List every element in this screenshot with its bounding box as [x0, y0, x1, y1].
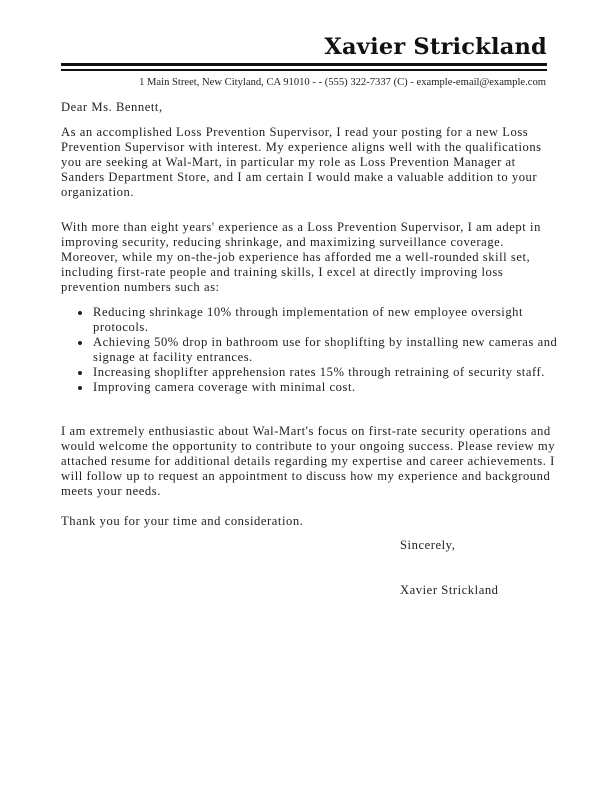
list-item-text: Achieving 50% drop in bathroom use for shoplifting by installing new cameras and signage at facility entrances.	[93, 335, 558, 364]
salutation: Dear Ms. Bennett,	[61, 100, 163, 114]
list-item	[61, 380, 561, 395]
header-rule-thick	[61, 63, 547, 66]
bullet-icon	[78, 371, 82, 375]
paragraph-experience: With more than eight years' experience as a Loss Prevention Supervisor, I am adept in improving security, reducing shrinkage, and maximizing surveillance coverage. Moreover, while my on-the-job experience has afforded me a well-rounded skill set, including first-rate people and training skills, I excel at directly improving loss prevention numbers such as:	[61, 220, 541, 294]
contact-info: 1 Main Street, New Cityland, CA 91010 - - (555) 322-7337 (C) - example-email@example.com	[139, 77, 546, 88]
list-item	[61, 335, 561, 365]
achievements-list	[61, 305, 561, 395]
list-item-text: Reducing shrinkage 10% through implementation of new employee oversight protocols.	[93, 305, 524, 334]
applicant-name-heading: Xavier Strickland	[324, 34, 547, 60]
closing: Sincerely,	[400, 538, 456, 552]
list-item-text: Improving camera coverage with minimal cost.	[93, 380, 356, 394]
paragraph-intro: As an accomplished Loss Prevention Supervisor, I read your posting for a new Loss Prevention Supervisor with interest. My experience aligns well with the qualifications you are seeking at Wal-Mart, in particular my role as Loss Prevention Manager at Sanders Department Store, and I am certain I would make a valuable addition to your organization.	[61, 125, 542, 199]
list-item	[61, 305, 561, 335]
bullet-icon	[78, 311, 82, 315]
paragraph-thanks: Thank you for your time and consideration.	[61, 514, 304, 528]
bullet-icon	[78, 341, 82, 345]
signature: Xavier Strickland	[400, 583, 499, 597]
header-rule-thin	[61, 69, 547, 71]
list-item	[61, 365, 561, 380]
bullet-icon	[78, 386, 82, 390]
list-item-text: Increasing shoplifter apprehension rates 15% through retraining of security staff.	[93, 365, 545, 379]
paragraph-enthusiasm: I am extremely enthusiastic about Wal-Mart's focus on first-rate security operations and would welcome the opportunity to contribute to your ongoing success. Please review my attached resume for additional details regarding my expertise and career achievements. I will follow up to request an appointment to discuss how my experience and background meets your needs.	[61, 424, 556, 498]
